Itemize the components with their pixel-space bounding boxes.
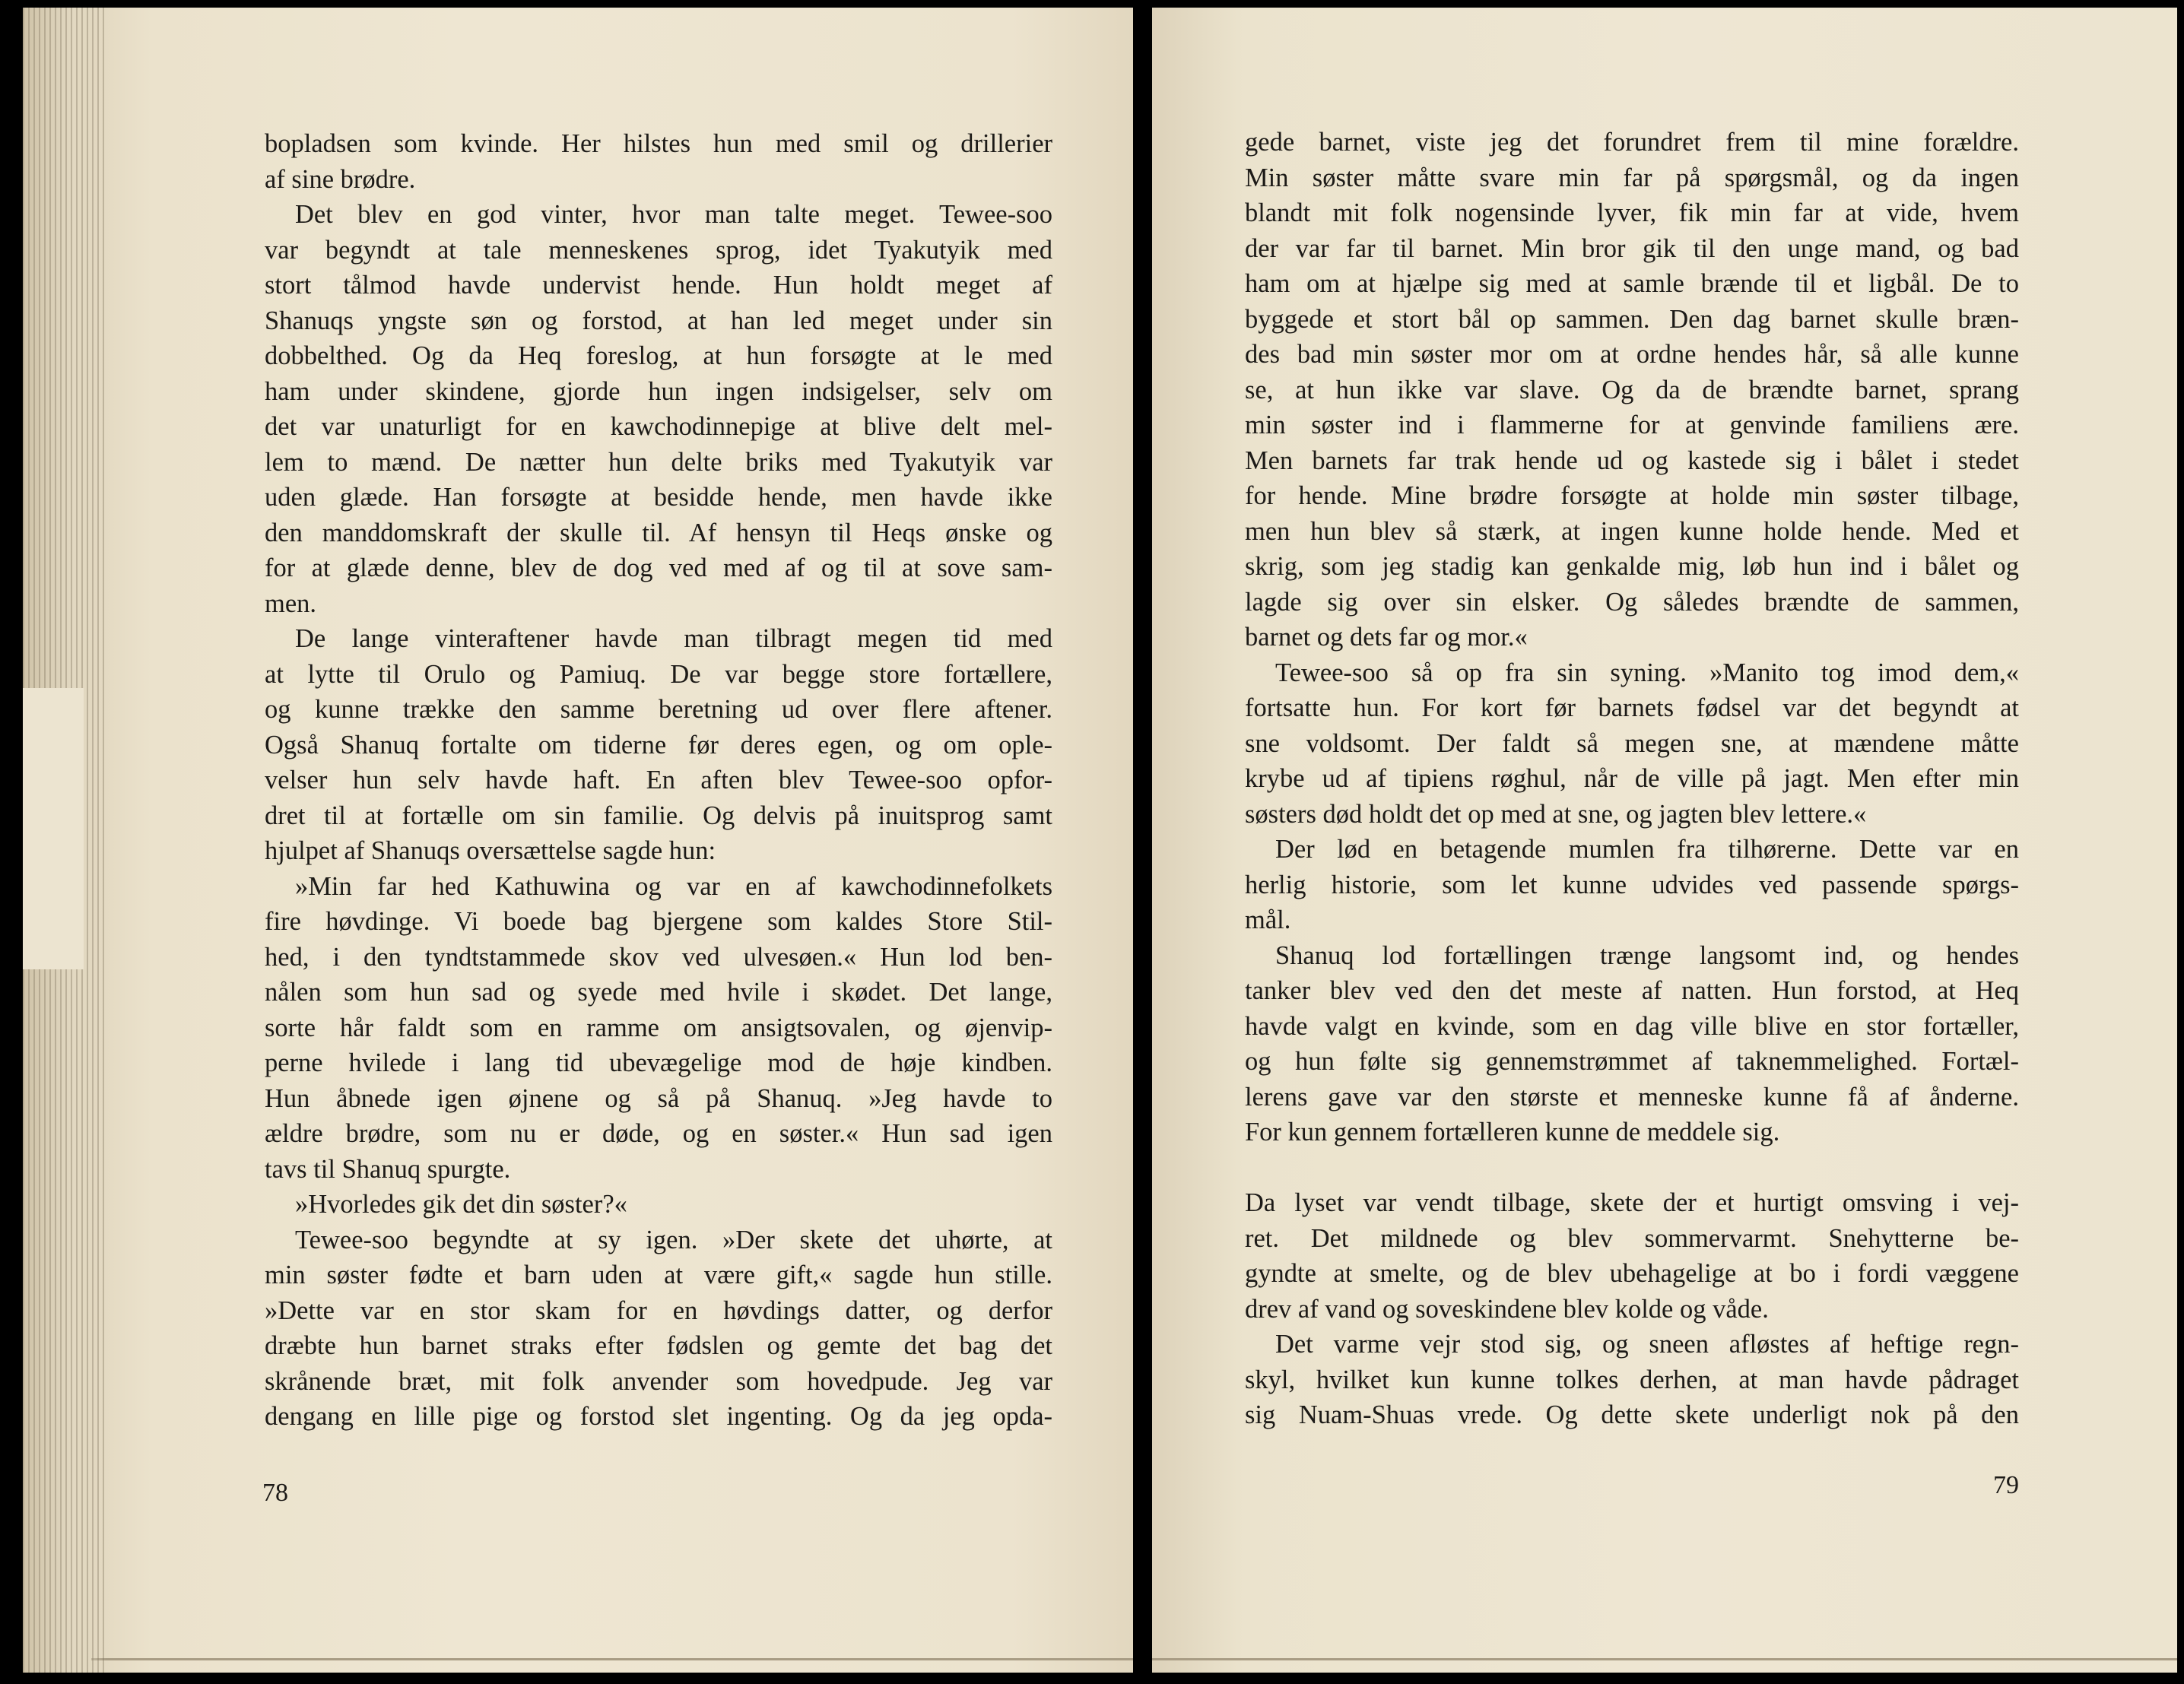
text-line: Det blev en god vinter, hvor man talte meget. Tewee-soo bbox=[295, 200, 1052, 229]
text-line: fire høvdinge. Vi boede bag bjergene som kaldes Store Stil- bbox=[265, 907, 1052, 936]
text-line: For kun gennem fortælleren kunne de meddele sig. bbox=[1245, 1118, 1780, 1146]
text-line: havde valgt en kvinde, som en dag ville blive en stor fortæller, bbox=[1245, 1011, 2019, 1041]
page-edge-blank-area bbox=[23, 688, 84, 969]
right-page-bottom-edge bbox=[1152, 1658, 2177, 1660]
text-line: hed, i den tyndtstammede skov ved ulvesøen.« Hun lod ben- bbox=[265, 942, 1052, 972]
text-line: Også Shanuq fortalte om tiderne før deres egen, og om ople- bbox=[265, 730, 1052, 760]
right-page-number: 79 bbox=[1993, 1471, 2019, 1499]
text-line: sorte hår faldt som en ramme om ansigtsovalen, og øjenvip- bbox=[265, 1013, 1052, 1042]
text-line: se, at hun ikke var slave. Og da de brændte barnet, sprang bbox=[1245, 375, 2019, 404]
section-break bbox=[1245, 1150, 2019, 1186]
text-line: byggede et stort bål op sammen. Den dag barnet skulle bræn- bbox=[1245, 304, 2019, 334]
text-line: tanker blev ved den det meste af natten. Hun forstod, at Heq bbox=[1245, 976, 2019, 1005]
text-line: dobbelthed. Og da Heq foreslog, at hun forsøgte at le med bbox=[265, 341, 1052, 370]
text-line: Shanuqs yngste søn og forstod, at han led meget under sin bbox=[265, 306, 1052, 335]
left-page-bottom-edge bbox=[91, 1658, 1133, 1660]
text-line: Det varme vejr stod sig, og sneen afløstes af heftige regn- bbox=[1275, 1330, 2019, 1359]
text-line: barnet og dets far og mor.« bbox=[1245, 623, 1528, 652]
text-line: sne voldsomt. Der faldt så megen sne, at mændene måtte bbox=[1245, 728, 2019, 758]
text-line: Tewee-soo begyndte at sy igen. »Der skete det uhørte, at bbox=[295, 1225, 1052, 1254]
text-line: des bad min søster mor om at ordne hendes hår, så alle kunne bbox=[1245, 340, 2019, 369]
text-line: skyl, hvilket kun kunne tolkes derhen, at man havde pådraget bbox=[1245, 1365, 2019, 1394]
text-line: af sine brødre. bbox=[265, 164, 416, 194]
text-line: Shanuq lod fortællingen trænge langsomt ind, og hendes bbox=[1275, 940, 2019, 970]
text-line: tavs til Shanuq spurgte. bbox=[265, 1154, 511, 1184]
text-line: at lytte til Orulo og Pamiuq. De var begge store fortællere, bbox=[265, 659, 1052, 689]
text-line: og kunne trække den samme beretning ud over flere aftener. bbox=[265, 695, 1052, 724]
text-line: De lange vinteraftener havde man tilbragt megen tid med bbox=[295, 624, 1052, 653]
text-line: Men barnets far trak hende ud og kastede sig i bålet i stedet bbox=[1245, 446, 2019, 475]
text-line: for hende. Mine brødre forsøgte at holde min søster tilbage, bbox=[1245, 481, 2019, 510]
text-line: hjulpet af Shanuqs oversættelse sagde hun: bbox=[265, 836, 716, 865]
text-line: mål. bbox=[1245, 905, 1291, 934]
text-line: Min søster måtte svare min far på spørgsmål, og da ingen bbox=[1245, 163, 2019, 192]
text-line: drev af vand og soveskindene blev kolde og våde. bbox=[1245, 1294, 1769, 1324]
text-line: herlig historie, som let kunne udvides ved passende spørgs- bbox=[1245, 870, 2019, 899]
text-line: bopladsen som kvinde. Her hilstes hun med smil og drillerier bbox=[265, 129, 1052, 158]
text-line: det var unaturligt for en kawchodinnepige at blive delt mel- bbox=[265, 412, 1052, 441]
left-page-number: 78 bbox=[262, 1479, 288, 1507]
text-line: gede barnet, viste jeg det forundret frem til mine forældre. bbox=[1245, 128, 2019, 157]
text-line: krybe ud af tipiens røghul, når de ville på jagt. Men efter min bbox=[1245, 764, 2019, 793]
text-line: ham om at hjælpe sig med at samle brænde til et ligbål. De to bbox=[1245, 269, 2019, 298]
text-line: min søster fødte et barn uden at være gift,« sagde hun stille. bbox=[265, 1261, 1052, 1289]
right-page bbox=[1152, 8, 2177, 1673]
text-line: dræbte hun barnet straks efter fødslen og gemte det bag det bbox=[265, 1331, 1052, 1360]
text-line: lagde sig over sin elsker. Og således brændte de sammen, bbox=[1245, 587, 2019, 617]
text-line: skrånende bræt, mit folk anvender som hovedpude. Jeg var bbox=[265, 1366, 1052, 1396]
text-line: Hun åbnede igen øjnene og så på Shanuq. »Jeg havde to bbox=[265, 1083, 1052, 1113]
text-line: dret til at fortælle om sin familie. Og delvis på inuitsprog samt bbox=[265, 801, 1052, 830]
left-page-text bbox=[265, 126, 1052, 1435]
text-line: uden glæde. Han forsøgte at besidde hende, men havde ikke bbox=[265, 483, 1052, 512]
text-line: der var far til barnet. Min bror gik til den unge mand, og bad bbox=[1245, 233, 2019, 263]
text-line: den manddomskraft der skulle til. Af hensyn til Heqs ønske og bbox=[265, 518, 1052, 547]
text-line: skrig, som jeg stadig kan genkalde mig, løb hun ind i bålet og bbox=[1245, 552, 2019, 581]
text-line: blandt mit folk nogensinde lyver, fik min far at vide, hvem bbox=[1245, 198, 2019, 227]
text-line: men. bbox=[265, 588, 317, 618]
text-line: Da lyset var vendt tilbage, skete der et hurtigt omsving i vej- bbox=[1245, 1188, 2019, 1217]
text-line: dengang en lille pige og forstod slet ingenting. Og da jeg opda- bbox=[265, 1402, 1052, 1431]
text-line: sig Nuam-Shuas vrede. Og dette skete underligt nok på den bbox=[1245, 1400, 2019, 1429]
text-line: fortsatte hun. For kort før barnets fødsel var det begyndt at bbox=[1245, 693, 2019, 722]
text-line: søsters død holdt det op med at sne, og jagten blev lettere.« bbox=[1245, 799, 1867, 829]
text-line: »Hvorledes gik det din søster?« bbox=[295, 1190, 627, 1219]
text-line: stort tålmod havde undervist hende. Hun holdt meget af bbox=[265, 271, 1052, 300]
text-line: for at glæde denne, blev de dog ved med af og til at sove sam- bbox=[265, 553, 1052, 582]
text-line: min søster ind i flammerne for at genvinde familiens ære. bbox=[1245, 411, 2019, 439]
text-line: ret. Det mildnede og blev sommervarmt. Snehytterne be- bbox=[1245, 1223, 2019, 1253]
text-line: lerens gave var den største et menneske kunne få af ånderne. bbox=[1245, 1082, 2019, 1112]
text-line: velser hun selv havde haft. En aften blev Tewee-soo opfor- bbox=[265, 766, 1052, 794]
text-line: Der lød en betagende mumlen fra tilhørerne. Dette var en bbox=[1275, 835, 2019, 864]
text-line: men hun blev så stærk, at ingen kunne holde hende. Med et bbox=[1245, 516, 2019, 546]
text-line: Tewee-soo så op fra sin syning. »Manito tog imod dem,« bbox=[1275, 658, 2019, 687]
text-line: »Min far hed Kathuwina og var en af kawchodinnefolkets bbox=[295, 871, 1052, 901]
text-line: og hun følte sig gennemstrømmet af taknemmelighed. Fortæl- bbox=[1245, 1047, 2019, 1076]
left-page bbox=[23, 8, 1133, 1673]
text-line: lem to mænd. De nætter hun delte briks med Tyakutyik var bbox=[265, 447, 1052, 477]
text-line: gyndte at smelte, og de blev ubehagelige at bo i fordi væggene bbox=[1245, 1259, 2019, 1288]
text-line: »Dette var en stor skam for en høvdings datter, og derfor bbox=[265, 1296, 1052, 1325]
text-line: nålen som hun sad og syede med hvile i skødet. Det lange, bbox=[265, 978, 1052, 1007]
text-line: ældre brødre, som nu er døde, og en søster.« Hun sad igen bbox=[265, 1119, 1052, 1148]
right-page-text bbox=[1245, 125, 2019, 1433]
text-line: perne hvilede i lang tid ubevægelige mod de høje kindben. bbox=[265, 1048, 1052, 1077]
text-line: var begyndt at tale menneskenes sprog, idet Tyakutyik med bbox=[265, 235, 1052, 265]
text-line: ham under skindene, gjorde hun ingen indsigelser, selv om bbox=[265, 376, 1052, 406]
